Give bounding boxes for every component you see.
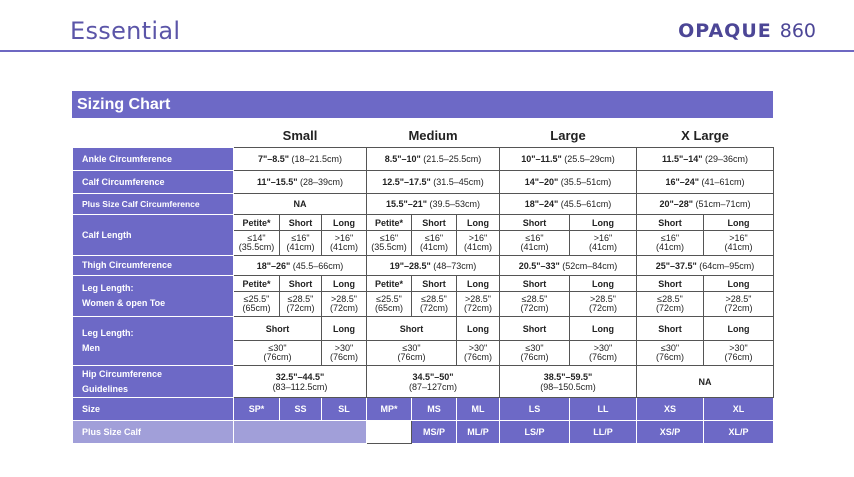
sizing-chart-banner: Sizing Chart (72, 91, 773, 118)
size-xs: XS (637, 398, 704, 421)
cell: Short (637, 215, 704, 231)
cell: Long (457, 215, 500, 231)
cell: >16" (41cm) (570, 231, 637, 256)
cell: Long (704, 317, 774, 341)
cell: ≤28.5" (72cm) (412, 292, 457, 317)
row-thigh (73, 256, 774, 276)
cell: Short (637, 276, 704, 292)
row-calf-length-head (73, 215, 774, 231)
cell: Long (322, 215, 367, 231)
label-leg-men: Leg Length: Men (73, 317, 234, 366)
label-thigh: Thigh Circumference (73, 256, 234, 276)
cell: Long (457, 276, 500, 292)
cell: >30" (76cm) (704, 341, 774, 366)
group-xlarge: X Large (681, 128, 729, 143)
cell: Short (500, 317, 570, 341)
group-medium: Medium (408, 128, 458, 143)
cell: ≤30" (76cm) (637, 341, 704, 366)
size-sp: SP* (234, 398, 280, 421)
size-mp: MP* (367, 398, 412, 421)
cell: 16"–24" (41–61cm) (637, 171, 774, 194)
cell: 10"–11.5" (25.5–29cm) (500, 148, 637, 171)
cell: Petite* (234, 215, 280, 231)
cell: Short (234, 317, 322, 341)
label-calf-length: Calf Length (73, 215, 234, 256)
cell: Petite* (234, 276, 280, 292)
cell: ≤30" (76cm) (367, 341, 457, 366)
cell: 11.5"–14" (29–36cm) (637, 148, 774, 171)
sizing-table (72, 124, 774, 444)
product-brand: OPAQUE (678, 20, 772, 42)
cell: >16" (41cm) (457, 231, 500, 256)
cell: Long (322, 276, 367, 292)
cell: NA (637, 366, 774, 398)
label-calf: Calf Circumference (73, 171, 234, 194)
row-leg-women-head (73, 276, 774, 292)
cell: Petite* (367, 215, 412, 231)
size-group-header-row (73, 124, 774, 148)
cell: 12.5"–17.5" (31.5–45cm) (367, 171, 500, 194)
cell: 18"–24" (45.5–61cm) (500, 194, 637, 215)
cell: ≤16" (41cm) (280, 231, 322, 256)
cell: Long (570, 317, 637, 341)
group-large: Large (550, 128, 586, 143)
cell: Short (280, 276, 322, 292)
size-xl: XL (704, 398, 774, 421)
cell: >30" (76cm) (457, 341, 500, 366)
cell: >28.5" (72cm) (704, 292, 774, 317)
cell: ≤25.5" (65cm) (234, 292, 280, 317)
header-divider (0, 50, 854, 52)
label-size: Size (73, 398, 234, 421)
cell: >30" (76cm) (570, 341, 637, 366)
row-ankle (73, 148, 774, 171)
plus-size-msp: MS/P (412, 421, 457, 444)
cell: Long (570, 276, 637, 292)
cell: Short (280, 215, 322, 231)
row-plus-size (73, 421, 774, 444)
cell: ≤28.5" (72cm) (500, 292, 570, 317)
row-calf (73, 171, 774, 194)
row-leg-men-head (73, 317, 774, 341)
cell: >30" (76cm) (322, 341, 367, 366)
size-ls: LS (500, 398, 570, 421)
plus-size-xsp: XS/P (637, 421, 704, 444)
product-title (678, 20, 816, 42)
cell: Short (500, 215, 570, 231)
plus-size-empty (367, 421, 412, 444)
label-hip: Hip Circumference Guidelines (73, 366, 234, 398)
cell: 11"–15.5" (28–39cm) (234, 171, 367, 194)
cell: NA (234, 194, 367, 215)
cell: 19"–28.5" (48–73cm) (367, 256, 500, 276)
cell: 7"–8.5" (18–21.5cm) (234, 148, 367, 171)
cell: >16" (41cm) (322, 231, 367, 256)
cell: Short (500, 276, 570, 292)
cell: Short (412, 276, 457, 292)
cell: Long (704, 276, 774, 292)
cell: 18"–26" (45.5–66cm) (234, 256, 367, 276)
cell: ≤16" (41cm) (637, 231, 704, 256)
cell: ≤16" (41cm) (500, 231, 570, 256)
plus-size-mlp: ML/P (457, 421, 500, 444)
cell: Short (367, 317, 457, 341)
cell: ≤25.5" (65cm) (367, 292, 412, 317)
cell: 32.5"–44.5" (83–112.5cm) (234, 366, 367, 398)
cell: Petite* (367, 276, 412, 292)
cell: 8.5"–10" (21.5–25.5cm) (367, 148, 500, 171)
cell: Short (412, 215, 457, 231)
group-small: Small (282, 128, 318, 143)
size-ms: MS (412, 398, 457, 421)
cell: ≤16" (35.5cm) (367, 231, 412, 256)
row-plus-calf (73, 194, 774, 215)
cell: Long (457, 317, 500, 341)
size-ml: ML (457, 398, 500, 421)
product-number: 860 (779, 20, 816, 42)
cell: 14"–20" (35.5–51cm) (500, 171, 637, 194)
label-plus-size: Plus Size Calf (73, 421, 234, 444)
cell: >28.5" (72cm) (457, 292, 500, 317)
size-ll: LL (570, 398, 637, 421)
cell: Short (637, 317, 704, 341)
cell: >16" (41cm) (704, 231, 774, 256)
cell: ≤28.5" (72cm) (637, 292, 704, 317)
cell: 20.5"–33" (52cm–84cm) (500, 256, 637, 276)
plus-size-xlp: XL/P (704, 421, 774, 444)
cell: Long (704, 215, 774, 231)
cell: 20"–28" (51cm–71cm) (637, 194, 774, 215)
cell: Long (322, 317, 367, 341)
cell: Long (570, 215, 637, 231)
series-name: Essential (70, 17, 181, 45)
cell: 15.5"–21" (39.5–53cm) (367, 194, 500, 215)
label-leg-women: Leg Length: Women & open Toe (73, 276, 234, 317)
cell: ≤30" (76cm) (234, 341, 322, 366)
size-ss: SS (280, 398, 322, 421)
plus-size-lsp: LS/P (500, 421, 570, 444)
label-ankle: Ankle Circumference (73, 148, 234, 171)
cell: 38.5"–59.5" (98–150.5cm) (500, 366, 637, 398)
cell: ≤16" (41cm) (412, 231, 457, 256)
row-size (73, 398, 774, 421)
cell: >28.5" (72cm) (322, 292, 367, 317)
size-sl: SL (322, 398, 367, 421)
cell: 34.5"–50" (87–127cm) (367, 366, 500, 398)
plus-size-llp: LL/P (570, 421, 637, 444)
label-plus-calf: Plus Size Calf Circumference (73, 194, 234, 215)
cell: ≤30" (76cm) (500, 341, 570, 366)
cell: >28.5" (72cm) (570, 292, 637, 317)
plus-size-empty (234, 421, 367, 444)
row-hip (73, 366, 774, 398)
cell: ≤28.5" (72cm) (280, 292, 322, 317)
cell: ≤14" (35.5cm) (234, 231, 280, 256)
cell: 25"–37.5" (64cm–95cm) (637, 256, 774, 276)
